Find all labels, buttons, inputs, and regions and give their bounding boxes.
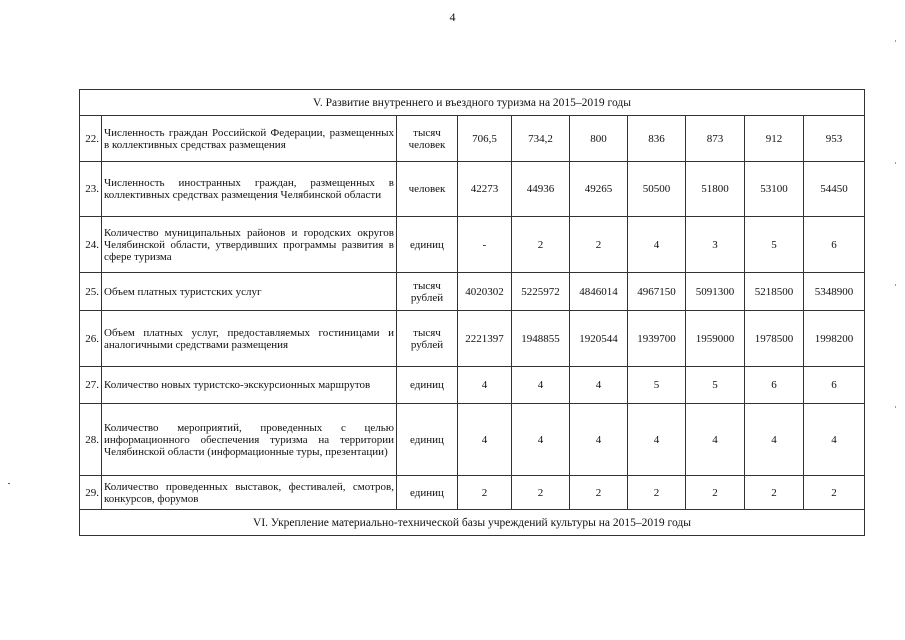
value-cell: 4020302 — [458, 273, 512, 311]
row-number: 25. — [80, 273, 102, 311]
value-cell: 4 — [458, 367, 512, 404]
value-cell: 2 — [804, 476, 865, 510]
value-cell: 4 — [804, 404, 865, 476]
value-cell: 4 — [745, 404, 804, 476]
value-cell: 54450 — [804, 162, 865, 217]
section-v-title: V. Развитие внутреннего и въездного туризма на 2015–2019 годы — [80, 90, 865, 116]
value-cell: 5 — [745, 217, 804, 273]
value-cell: 3 — [686, 217, 745, 273]
value-cell: 5225972 — [512, 273, 570, 311]
value-cell: 4 — [570, 404, 628, 476]
table-row — [80, 476, 865, 510]
value-cell: 953 — [804, 116, 865, 162]
indicator-name: Численность иностранных граждан, размещенных в коллективных средствах размещения Челябинской области — [102, 162, 397, 217]
indicator-name: Численность граждан Российской Федерации, размещенных в коллективных средствах размещения — [102, 116, 397, 162]
value-cell: 4967150 — [628, 273, 686, 311]
value-cell: 706,5 — [458, 116, 512, 162]
row-number: 23. — [80, 162, 102, 217]
value-cell: 800 — [570, 116, 628, 162]
value-cell: 51800 — [686, 162, 745, 217]
value-cell: 5218500 — [745, 273, 804, 311]
unit-cell: тысяч рублей — [397, 273, 458, 311]
value-cell: 5 — [686, 367, 745, 404]
row-number: 29. — [80, 476, 102, 510]
value-cell: 1920544 — [570, 311, 628, 367]
value-cell: 4846014 — [570, 273, 628, 311]
indicator-name: Количество проведенных выставок, фестивалей, смотров, конкурсов, форумов — [102, 476, 397, 510]
indicator-name: Объем платных туристских услуг — [102, 273, 397, 311]
value-cell: 1998200 — [804, 311, 865, 367]
row-number: 24. — [80, 217, 102, 273]
unit-cell: единиц — [397, 367, 458, 404]
value-cell: 873 — [686, 116, 745, 162]
value-cell: 2221397 — [458, 311, 512, 367]
unit-cell: тысяч человек — [397, 116, 458, 162]
section-header-row — [80, 90, 865, 116]
row-number: 22. — [80, 116, 102, 162]
value-cell: 1939700 — [628, 311, 686, 367]
value-cell: 53100 — [745, 162, 804, 217]
table-row — [80, 217, 865, 273]
indicator-name: Количество муниципальных районов и городских округов Челябинской области, утвердивших программы развития в сфере туризма — [102, 217, 397, 273]
table-row — [80, 162, 865, 217]
value-cell: 4 — [458, 404, 512, 476]
value-cell: 6 — [745, 367, 804, 404]
value-cell: 836 — [628, 116, 686, 162]
value-cell: 2 — [570, 476, 628, 510]
value-cell: 42273 — [458, 162, 512, 217]
value-cell: 2 — [628, 476, 686, 510]
value-cell: 2 — [570, 217, 628, 273]
value-cell: 4 — [512, 404, 570, 476]
table-row — [80, 311, 865, 367]
indicators-table — [79, 89, 865, 536]
value-cell: 4 — [686, 404, 745, 476]
indicator-name: Количество новых туристско-экскурсионных маршрутов — [102, 367, 397, 404]
row-number: 28. — [80, 404, 102, 476]
value-cell: 4 — [570, 367, 628, 404]
value-cell: 2 — [745, 476, 804, 510]
value-cell: 1948855 — [512, 311, 570, 367]
indicator-name: Объем платных услуг, предоставляемых гостиницами и аналогичными средствами размещения — [102, 311, 397, 367]
table-row — [80, 404, 865, 476]
value-cell: 4 — [512, 367, 570, 404]
value-cell: 4 — [628, 217, 686, 273]
unit-cell: единиц — [397, 476, 458, 510]
section-header-row — [80, 510, 865, 536]
value-cell: 2 — [686, 476, 745, 510]
row-number: 26. — [80, 311, 102, 367]
table-row — [80, 273, 865, 311]
value-cell: 6 — [804, 217, 865, 273]
value-cell: 2 — [512, 476, 570, 510]
value-cell: 5 — [628, 367, 686, 404]
unit-cell: человек — [397, 162, 458, 217]
page-number: 4 — [449, 10, 456, 24]
value-cell: 734,2 — [512, 116, 570, 162]
value-cell: 5091300 — [686, 273, 745, 311]
value-cell: 4 — [628, 404, 686, 476]
value-cell: 912 — [745, 116, 804, 162]
value-cell: 5348900 — [804, 273, 865, 311]
section-vi-title: VI. Укрепление материально-технической базы учреждений культуры на 2015–2019 годы — [80, 510, 865, 536]
value-cell: 50500 — [628, 162, 686, 217]
value-cell: 2 — [512, 217, 570, 273]
indicator-name: Количество мероприятий, проведенных с целью информационного обеспечения туризма на территории Челябинской области (информационные туры, презентации) — [102, 404, 397, 476]
scan-dot — [8, 483, 10, 484]
value-cell: - — [458, 217, 512, 273]
unit-cell: тысяч рублей — [397, 311, 458, 367]
scan-marks — [895, 40, 897, 528]
value-cell: 49265 — [570, 162, 628, 217]
table-row — [80, 367, 865, 404]
value-cell: 44936 — [512, 162, 570, 217]
value-cell: 1978500 — [745, 311, 804, 367]
row-number: 27. — [80, 367, 102, 404]
value-cell: 2 — [458, 476, 512, 510]
value-cell: 6 — [804, 367, 865, 404]
unit-cell: единиц — [397, 217, 458, 273]
value-cell: 1959000 — [686, 311, 745, 367]
unit-cell: единиц — [397, 404, 458, 476]
table-row — [80, 116, 865, 162]
